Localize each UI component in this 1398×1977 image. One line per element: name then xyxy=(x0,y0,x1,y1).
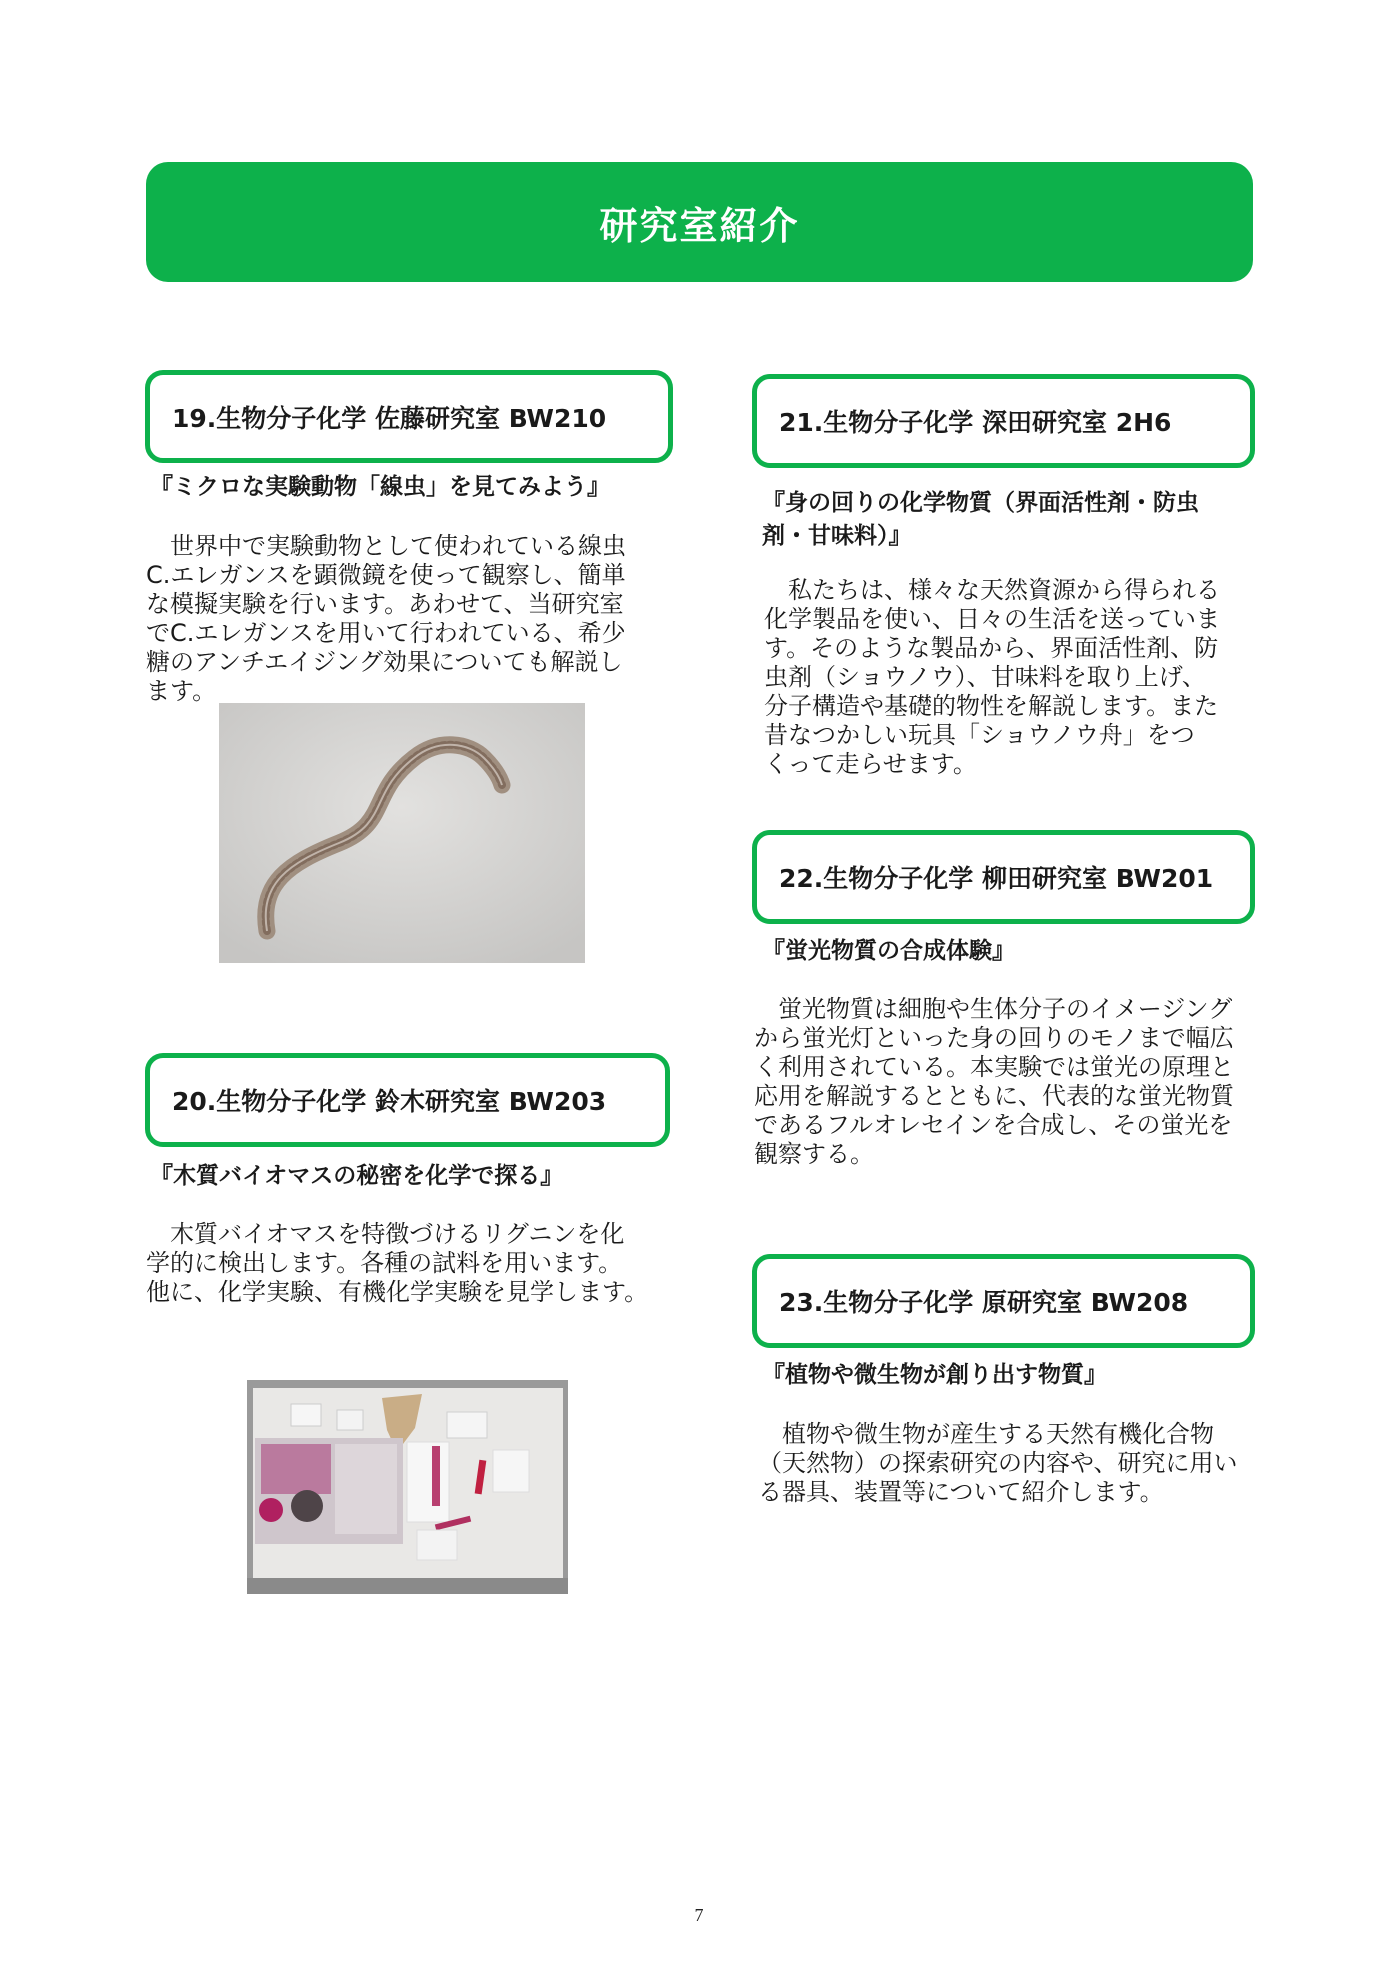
lab-20-line: 木質バイオマスを特徴づけるリグニンを化 xyxy=(146,1220,625,1248)
lab-19-heading-box xyxy=(145,370,673,463)
lab-21-line: す。そのような製品から、界面活性剤、防 xyxy=(764,634,1219,662)
header-banner xyxy=(146,162,1253,282)
lab-20-heading-box xyxy=(145,1053,670,1147)
lab-21-subtitle xyxy=(762,487,1199,553)
page-title: 研究室紹介 xyxy=(599,203,800,248)
lab-20-subtitle: 『木質バイオマスの秘密を化学で探る』 xyxy=(150,1163,564,1189)
lab-20-line: 学的に検出します。各種の試料を用います。 xyxy=(146,1249,623,1277)
lab-21-line: 化学製品を使い、日々の生活を送っていま xyxy=(764,605,1220,633)
lab-21-line: 分子構造や基礎的物性を解説します。また xyxy=(764,692,1219,720)
page-number: 7 xyxy=(694,1905,704,1925)
lab-23-body xyxy=(758,1420,1238,1507)
lab-21-line: 私たちは、様々な天然資源から得られる xyxy=(764,576,1220,604)
lab-21-body xyxy=(764,576,1220,779)
lab-22-line: 応用を解説するとともに、代表的な蛍光物質 xyxy=(754,1082,1234,1110)
lab-23-line: （天然物）の探索研究の内容や、研究に用い xyxy=(758,1449,1238,1477)
lab-22-body xyxy=(754,995,1234,1169)
nematode-photo xyxy=(219,703,585,963)
lab-23-subtitle: 『植物や微生物が創り出す物質』 xyxy=(762,1362,1107,1388)
lab-21-heading-box xyxy=(752,374,1255,468)
lab-23-line: る器具、装置等について紹介します。 xyxy=(758,1478,1164,1506)
biomass-experiment-photo xyxy=(247,1380,568,1594)
lab-21-line: 虫剤（ショウノウ）、甘味料を取り上げ、 xyxy=(764,663,1206,691)
lab-20-body xyxy=(146,1220,648,1307)
lab-22-line: であるフルオレセインを合成し、その蛍光を xyxy=(754,1111,1233,1139)
lab-19-line: C.エレガンスを顕微鏡を使って観察し、簡単 xyxy=(146,561,626,589)
lab-21-heading: 21.生物分子化学 深田研究室 2H6 xyxy=(779,408,1172,437)
lab-19-line: 世界中で実験動物として使われている線虫 xyxy=(146,532,626,560)
lab-20-heading: 20.生物分子化学 鈴木研究室 BW203 xyxy=(172,1087,607,1116)
lab-19-line: 糖のアンチエイジング効果についても解説し xyxy=(146,648,623,676)
lab-22-heading-box xyxy=(752,830,1255,924)
lab-19-body xyxy=(146,532,626,706)
experiment-photo-icon xyxy=(247,1380,568,1594)
lab-19-line: でC.エレガンスを用いて行われている、希少 xyxy=(146,619,626,647)
lab-22-line: く利用されている。本実験では蛍光の原理と xyxy=(754,1053,1234,1081)
lab-22-line: 蛍光物質は細胞や生体分子のイメージング xyxy=(754,995,1233,1023)
lab-22-subtitle: 『蛍光物質の合成体験』 xyxy=(762,938,1015,964)
lab-19-heading: 19.生物分子化学 佐藤研究室 BW210 xyxy=(172,403,607,433)
lab-22-heading: 22.生物分子化学 柳田研究室 BW201 xyxy=(779,864,1214,893)
lab-19-line: な模擬実験を行います。あわせて、当研究室 xyxy=(146,590,624,618)
lab-22-line: 観察する。 xyxy=(754,1140,874,1168)
lab-21-subtitle-line: 剤・甘味料）』 xyxy=(762,523,912,549)
lab-19-subtitle: 『ミクロな実験動物「線虫」を見てみよう』 xyxy=(150,474,610,500)
lab-23-heading-box xyxy=(752,1254,1255,1348)
lab-21-line: くって走らせます。 xyxy=(764,750,977,778)
nematode-icon xyxy=(219,703,585,963)
lab-23-heading: 23.生物分子化学 原研究室 BW208 xyxy=(779,1288,1189,1317)
lab-21-line: 昔なつかしい玩具「ショウノウ舟」をつ xyxy=(764,721,1195,749)
lab-21-subtitle-line: 『身の回りの化学物質（界面活性剤・防虫 xyxy=(762,490,1199,516)
lab-23-line: 植物や微生物が産生する天然有機化合物 xyxy=(758,1420,1214,1448)
lab-19-line: ます。 xyxy=(146,677,217,705)
lab-22-line: から蛍光灯といった身の回りのモノまで幅広 xyxy=(754,1024,1234,1052)
lab-20-line: 他に、化学実験、有機化学実験を見学します。 xyxy=(146,1278,649,1306)
